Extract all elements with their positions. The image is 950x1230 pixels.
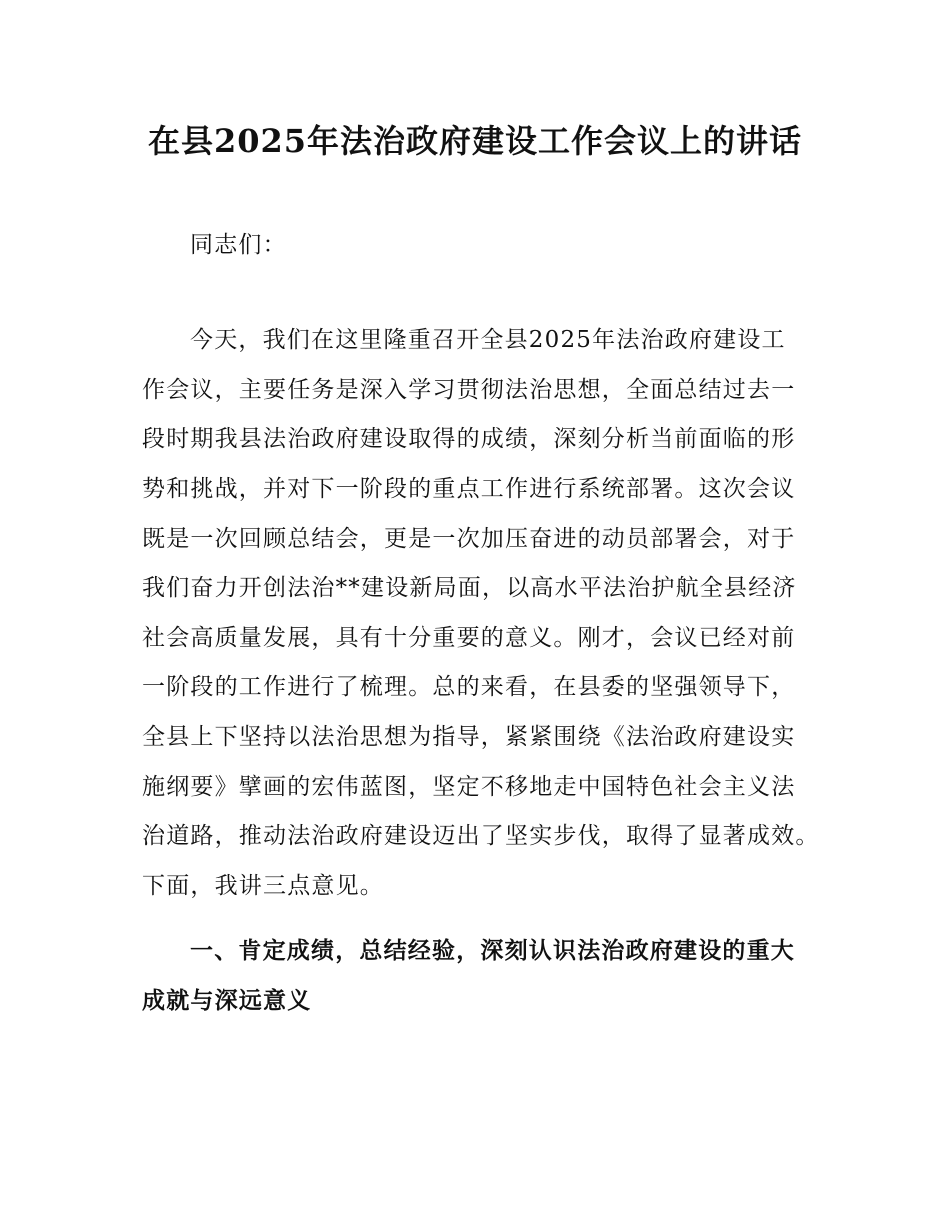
paragraph-line: 治道路，推动法治政府建设迈出了坚实步伐，取得了显著成效。 xyxy=(142,823,820,849)
heading-line: 成就与深远意义 xyxy=(142,988,312,1014)
paragraph-line: 势和挑战，并对下一阶段的重点工作进行系统部署。这次会议 xyxy=(142,476,796,502)
paragraph-line: 全县上下坚持以法治思想为指导，紧紧围绕《法治政府建设实 xyxy=(142,724,796,750)
paragraph-line: 社会高质量发展，具有十分重要的意义。刚才，会议已经对前 xyxy=(142,625,796,651)
paragraph-line: 既是一次回顾总结会，更是一次加压奋进的动员部署会，对于 xyxy=(142,526,796,552)
paragraph-line: 下面，我讲三点意见。 xyxy=(142,873,384,899)
paragraph-line: 今天，我们在这里隆重召开全县2025年法治政府建设工 xyxy=(190,327,786,353)
salutation: 同志们： xyxy=(190,232,287,258)
paragraph-line: 我们奋力开创法治**建设新局面，以高水平法治护航全县经济 xyxy=(142,575,797,601)
document-title: 在县2025年法治政府建设工作会议上的讲话 xyxy=(147,122,803,160)
paragraph-line: 段时期我县法治政府建设取得的成绩，深刻分析当前面临的形 xyxy=(142,426,796,452)
paragraph-line: 施纲要》擘画的宏伟蓝图，坚定不移地走中国特色社会主义法 xyxy=(142,774,796,800)
paragraph-line: 一阶段的工作进行了梳理。总的来看，在县委的坚强领导下， xyxy=(142,674,796,700)
paragraph-line: 作会议，主要任务是深入学习贯彻法治思想，全面总结过去一 xyxy=(142,377,796,403)
heading-line: 一、肯定成绩，总结经验，深刻认识法治政府建设的重大 xyxy=(190,938,795,964)
